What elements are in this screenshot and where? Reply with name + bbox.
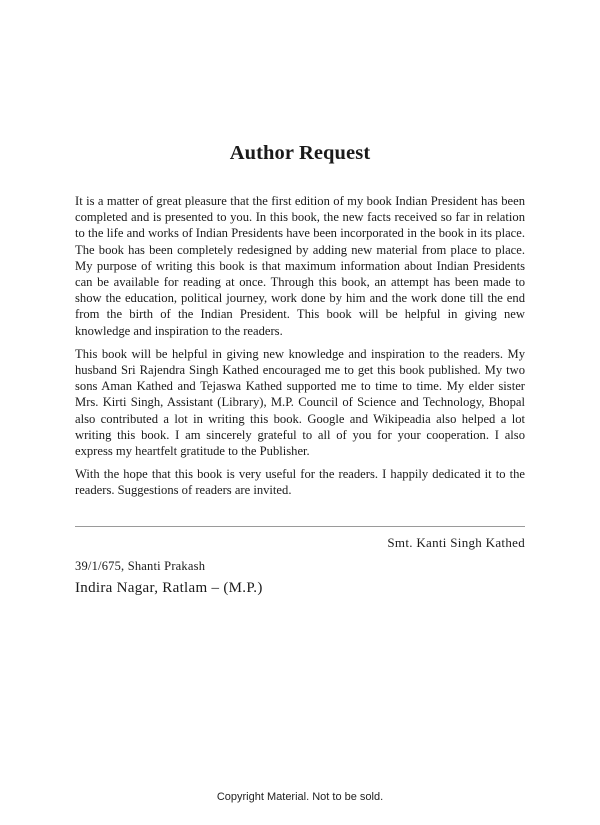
address-line-1: 39/1/675, Shanti Prakash bbox=[75, 559, 206, 573]
paragraph-3: With the hope that this book is very useful for the readers. I happily dedicated it to the readers. Suggestions of readers are invited. bbox=[75, 467, 525, 498]
divider bbox=[75, 526, 525, 527]
body-text bbox=[75, 193, 525, 506]
copyright-footer: Copyright Material. Not to be sold. bbox=[216, 791, 384, 803]
paragraph-1: It is a matter of great pleasure that the first edition of my book Indian President has been completed and is presented to you. In this book, the new facts received so far in relation to the life and works of Indian Presidents have been incorporated in the book in its place. The book has been completely redesigned by adding new material from place to place. My purpose of writing this book is that maximum information about Indian Presidents can be available for reading at once. Through this book, an attempt has been made to show the education, political journey, work done by him and the work done till the end from the birth of the Indian President. This book will be helpful in giving new knowledge and inspiration to the readers. bbox=[75, 194, 525, 338]
author-signature: Smt. Kanti Singh Kathed bbox=[387, 535, 525, 550]
address-line-2: Indira Nagar, Ratlam – (M.P.) bbox=[75, 580, 263, 596]
paragraph-2: This book will be helpful in giving new knowledge and inspiration to the readers. My husband Sri Rajendra Singh Kathed encouraged me to get this book published. My two sons Aman Kathed and Tejaswa Kathed supported me to time to time. My elder sister Mrs. Kirti Singh, Assistant (Library), M.P. Council of Science and Technology, Bhopal also contributed a lot in writing this book. Google and Wikipeadia also helped a lot writing this book. I am sincerely grateful to all of you for your cooperation. I also express my heartfelt gratitude to the Publisher. bbox=[75, 346, 525, 459]
page-title: Author Request bbox=[229, 142, 371, 164]
